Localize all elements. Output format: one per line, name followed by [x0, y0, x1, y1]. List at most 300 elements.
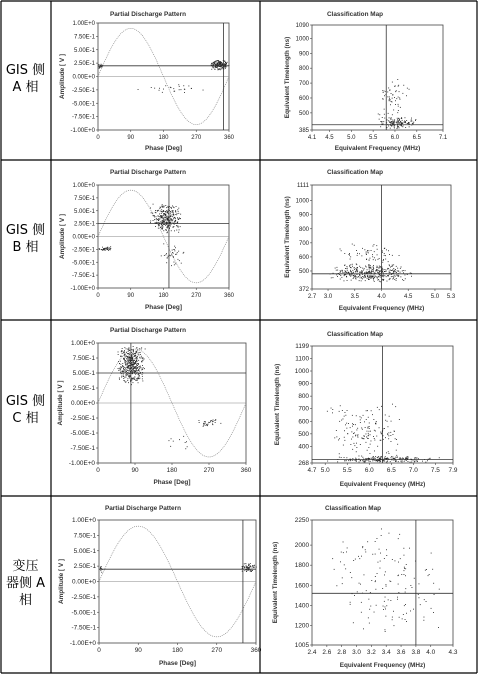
- scatter-point: [139, 366, 140, 367]
- scatter-point: [413, 123, 414, 124]
- scatter-point: [126, 375, 127, 376]
- scatter-point: [351, 274, 352, 275]
- scatter-point: [406, 458, 407, 459]
- scatter-point: [394, 625, 395, 626]
- scatter-point: [163, 210, 164, 211]
- scatter-point: [150, 222, 151, 223]
- scatter-point: [366, 434, 367, 435]
- scatter-point: [380, 553, 381, 554]
- scatter-point: [398, 538, 399, 539]
- scatter-point: [128, 358, 129, 359]
- scatter-point: [136, 358, 137, 359]
- scatter-point: [407, 123, 408, 124]
- scatter-point: [144, 359, 145, 360]
- scatter-point: [174, 230, 175, 231]
- scatter-point: [352, 458, 353, 459]
- scatter-point: [400, 124, 401, 125]
- scatter-point: [121, 351, 122, 352]
- scatter-point: [392, 269, 393, 270]
- scatter-point: [155, 226, 156, 227]
- y-tick-label: -7.50E-1: [71, 114, 95, 121]
- scatter-point: [372, 457, 373, 458]
- scatter-point: [384, 118, 385, 119]
- scatter-point: [133, 368, 134, 369]
- scatter-point: [353, 424, 354, 425]
- scatter-point: [134, 377, 135, 378]
- scatter-point: [373, 269, 374, 270]
- scatter-point: [101, 568, 102, 569]
- scatter-point: [371, 250, 372, 251]
- scatter-point: [217, 63, 218, 64]
- scatter-point: [159, 208, 160, 209]
- scatter-point: [121, 371, 122, 372]
- scatter-point: [397, 270, 398, 271]
- scatter-point: [414, 458, 415, 459]
- scatter-point: [378, 276, 379, 277]
- scatter-point: [405, 127, 406, 128]
- chart-title: Partial Discharge Pattern: [104, 505, 182, 512]
- scatter-point: [122, 365, 123, 366]
- scatter-point: [142, 376, 143, 377]
- scatter-point: [133, 346, 134, 347]
- scatter-point: [345, 268, 346, 269]
- scatter-point: [127, 366, 128, 367]
- scatter-point: [152, 213, 153, 214]
- scatter-point: [246, 565, 247, 566]
- scatter-point: [184, 89, 185, 90]
- scatter-point: [405, 575, 406, 576]
- scatter-point: [163, 243, 164, 244]
- scatter-point: [402, 458, 403, 459]
- scatter-point: [133, 351, 134, 352]
- scatter-point: [393, 123, 394, 124]
- scatter-point: [405, 275, 406, 276]
- scatter-point: [167, 212, 168, 213]
- scatter-point: [212, 424, 213, 425]
- x-tick-label: 2.6: [322, 649, 332, 656]
- scatter-point: [388, 113, 389, 114]
- scatter-point: [350, 271, 351, 272]
- x-tick-label: 3.0: [323, 294, 333, 300]
- scatter-point: [398, 271, 399, 272]
- scatter-point: [361, 271, 362, 272]
- scatter-point: [122, 353, 123, 354]
- scatter-point: [165, 225, 166, 226]
- scatter-point: [382, 276, 383, 277]
- scatter-point: [394, 271, 395, 272]
- scatter-point: [173, 227, 174, 228]
- scatter-point: [390, 128, 391, 129]
- scatter-point: [394, 270, 395, 271]
- scatter-point: [162, 92, 163, 93]
- scatter-point: [431, 553, 432, 554]
- scatter-point: [361, 270, 362, 271]
- scatter-point: [339, 411, 340, 412]
- scatter-point: [368, 272, 369, 273]
- scatter-point: [137, 358, 138, 359]
- y-tick-label: 1.00E+0: [72, 517, 96, 524]
- scatter-point: [129, 363, 130, 364]
- scatter-point: [387, 92, 388, 93]
- scatter-point: [162, 228, 163, 229]
- scatter-point: [163, 219, 164, 220]
- row-label-line: 变压: [12, 559, 39, 574]
- scatter-point: [346, 460, 347, 461]
- scatter-point: [178, 84, 179, 85]
- scatter-point: [136, 363, 137, 364]
- scatter-point: [369, 623, 370, 624]
- scatter-point: [415, 119, 416, 120]
- y-tick-label: 700: [298, 405, 309, 413]
- scatter-point: [382, 121, 383, 122]
- scatter-point: [373, 271, 374, 272]
- x-axis-label: Phase [Deg]: [153, 479, 191, 486]
- scatter-point: [165, 85, 166, 86]
- scatter-point: [384, 428, 385, 429]
- scatter-point: [385, 609, 386, 610]
- scatter-point: [392, 121, 393, 122]
- scatter-point: [126, 381, 127, 382]
- scatter-point: [136, 369, 137, 370]
- scatter-point: [170, 212, 171, 213]
- scatter-point: [350, 276, 351, 277]
- scatter-point: [383, 260, 384, 261]
- scatter-point: [361, 612, 362, 613]
- scatter-point: [178, 213, 179, 214]
- scatter-point: [384, 461, 385, 462]
- scatter-point: [358, 556, 359, 557]
- scatter-point: [392, 404, 393, 405]
- scatter-point: [139, 368, 140, 369]
- y-tick-label: -5.00E-1: [71, 609, 96, 617]
- scatter-point: [409, 89, 410, 90]
- scatter-point: [370, 444, 371, 445]
- scatter-point: [246, 571, 247, 572]
- scatter-point: [133, 382, 134, 383]
- scatter-point: [171, 215, 172, 216]
- scatter-point: [127, 378, 128, 379]
- scatter-point: [158, 218, 159, 219]
- scatter-point: [346, 552, 347, 553]
- scatter-point: [160, 221, 161, 222]
- scatter-point: [108, 250, 109, 251]
- scatter-point: [355, 424, 356, 425]
- scatter-point: [174, 91, 175, 92]
- scatter-point: [164, 214, 165, 215]
- scatter-point: [248, 564, 249, 565]
- scatter-point: [362, 547, 363, 548]
- scatter-point: [368, 433, 369, 434]
- x-tick-label: 90: [131, 467, 139, 474]
- scatter-point: [354, 275, 355, 276]
- scatter-point: [127, 353, 128, 354]
- scatter-point: [168, 226, 169, 227]
- x-tick-label: 3.4: [381, 649, 391, 656]
- scatter-point: [364, 462, 365, 463]
- classification-map-gis-a: [265, 3, 473, 157]
- scatter-point: [391, 101, 392, 102]
- scatter-point: [373, 265, 374, 266]
- scatter-point: [105, 250, 106, 251]
- scatter-point: [160, 211, 161, 212]
- scatter-point: [119, 378, 120, 379]
- row-label-line: A 相: [12, 80, 39, 95]
- scatter-point: [371, 410, 372, 411]
- scatter-point: [172, 250, 173, 251]
- y-tick-label: -7.50E-1: [71, 273, 95, 280]
- scatter-point: [250, 563, 251, 564]
- scatter-point: [379, 427, 380, 428]
- scatter-point: [173, 257, 174, 258]
- scatter-point: [391, 117, 392, 118]
- scatter-point: [405, 458, 406, 459]
- scatter-point: [226, 63, 227, 64]
- x-tick-label: 180: [158, 135, 169, 141]
- scatter-point: [355, 271, 356, 272]
- scatter-point: [125, 362, 126, 363]
- scatter-point: [136, 351, 137, 352]
- y-tick-label: 500: [298, 430, 309, 438]
- scatter-point: [401, 123, 402, 124]
- scatter-point: [377, 249, 378, 250]
- scatter-point: [382, 252, 383, 253]
- scatter-point: [154, 215, 155, 216]
- scatter-point: [170, 255, 171, 256]
- scatter-point: [179, 229, 180, 230]
- scatter-point: [399, 617, 400, 618]
- scatter-point: [360, 276, 361, 277]
- scatter-point: [160, 207, 161, 208]
- scatter-point: [367, 541, 368, 542]
- scatter-point: [389, 279, 390, 280]
- scatter-point: [397, 79, 398, 80]
- scatter-point: [250, 571, 251, 572]
- plot-area: [312, 25, 443, 130]
- scatter-point: [339, 421, 340, 422]
- scatter-point: [337, 461, 338, 462]
- scatter-point: [139, 357, 140, 358]
- scatter-point: [388, 426, 389, 427]
- scatter-point: [366, 273, 367, 274]
- scatter-point: [178, 208, 179, 209]
- scatter-point: [110, 246, 111, 247]
- scatter-point: [141, 368, 142, 369]
- scatter-point: [384, 95, 385, 96]
- scatter-point: [365, 552, 366, 553]
- scatter-point: [356, 269, 357, 270]
- scatter-point: [389, 99, 390, 100]
- scatter-point: [132, 358, 133, 359]
- scatter-point: [207, 425, 208, 426]
- scatter-point: [383, 276, 384, 277]
- scatter-point: [164, 222, 165, 223]
- scatter-point: [168, 219, 169, 220]
- scatter-point: [106, 248, 107, 249]
- scatter-point: [392, 114, 393, 115]
- scatter-point: [357, 591, 358, 592]
- scatter-point: [138, 377, 139, 378]
- scatter-point: [350, 427, 351, 428]
- scatter-point: [125, 375, 126, 376]
- scatter-point: [393, 611, 394, 612]
- scatter-point: [340, 275, 341, 276]
- scatter-point: [380, 568, 381, 569]
- row-label-line: 相: [18, 593, 32, 608]
- scatter-point: [371, 272, 372, 273]
- scatter-point: [370, 276, 371, 277]
- scatter-point: [362, 457, 363, 458]
- scatter-point: [180, 218, 181, 219]
- scatter-point: [254, 565, 255, 566]
- x-tick-label: 90: [127, 135, 135, 141]
- scatter-point: [355, 458, 356, 459]
- scatter-point: [183, 253, 184, 254]
- scatter-point: [173, 214, 174, 215]
- x-tick-label: 5.0: [430, 294, 440, 300]
- scatter-point: [172, 220, 173, 221]
- scatter-point: [402, 462, 403, 463]
- scatter-point: [425, 570, 426, 571]
- scatter-point: [163, 89, 164, 90]
- scatter-point: [133, 354, 134, 355]
- scatter-point: [350, 267, 351, 268]
- scatter-point: [390, 270, 391, 271]
- scatter-point: [142, 357, 143, 358]
- scatter-point: [215, 67, 216, 68]
- scatter-point: [396, 455, 397, 456]
- scatter-point: [360, 272, 361, 273]
- x-tick-label: 2.4: [307, 649, 317, 656]
- scatter-point: [380, 461, 381, 462]
- scatter-point: [379, 266, 380, 267]
- scatter-point: [405, 568, 406, 569]
- scatter-point: [392, 279, 393, 280]
- scatter-point: [393, 272, 394, 273]
- scatter-point: [215, 64, 216, 65]
- scatter-point: [161, 255, 162, 256]
- scatter-point: [141, 347, 142, 348]
- scatter-point: [392, 559, 393, 560]
- y-tick-label: 7.50E-1: [73, 34, 95, 41]
- scatter-point: [137, 350, 138, 351]
- scatter-point: [369, 431, 370, 432]
- scatter-point: [350, 264, 351, 265]
- scatter-point: [101, 572, 102, 573]
- scatter-point: [167, 219, 168, 220]
- scatter-point: [395, 460, 396, 461]
- scatter-point: [386, 458, 387, 459]
- scatter-point: [121, 356, 122, 357]
- scatter-point: [404, 574, 405, 575]
- scatter-point: [178, 227, 179, 228]
- scatter-point: [363, 628, 364, 629]
- scatter-point: [361, 438, 362, 439]
- scatter-point: [172, 210, 173, 211]
- scatter-point: [225, 66, 226, 67]
- scatter-point: [130, 365, 131, 366]
- scatter-point: [153, 204, 154, 205]
- scatter-point: [389, 265, 390, 266]
- scatter-point: [369, 264, 370, 265]
- scatter-point: [372, 414, 373, 415]
- scatter-point: [392, 102, 393, 103]
- y-tick-label: 268: [298, 460, 309, 467]
- scatter-point: [375, 260, 376, 261]
- y-axis-label: Equivalent Timelength (ns): [274, 363, 281, 446]
- scatter-point: [215, 62, 216, 63]
- scatter-point: [163, 218, 164, 219]
- scatter-point: [358, 437, 359, 438]
- scatter-point: [381, 406, 382, 407]
- pd-pattern-chart-gis-c: [53, 323, 257, 493]
- y-tick-label: 500: [298, 268, 309, 275]
- x-tick-label: 5.3: [446, 294, 456, 300]
- scatter-point: [407, 458, 408, 459]
- x-tick-label: 2.7: [307, 294, 317, 300]
- scatter-point: [249, 566, 250, 567]
- scatter-point: [212, 421, 213, 422]
- scatter-point: [379, 549, 380, 550]
- scatter-point: [364, 277, 365, 278]
- y-tick-label: 500: [298, 110, 309, 117]
- scatter-point: [374, 281, 375, 282]
- scatter-point: [362, 271, 363, 272]
- scatter-point: [377, 272, 378, 273]
- scatter-point: [340, 279, 341, 280]
- x-tick-label: 360: [223, 135, 235, 141]
- scatter-point: [101, 249, 102, 250]
- x-tick-label: 4.5: [404, 294, 413, 300]
- scatter-point: [141, 349, 142, 350]
- chart-title: Classification Map: [326, 11, 384, 18]
- scatter-point: [390, 432, 391, 433]
- scatter-point: [407, 274, 408, 275]
- scatter-point: [174, 262, 175, 263]
- scatter-point: [170, 217, 171, 218]
- scatter-point: [361, 417, 362, 418]
- scatter-point: [406, 564, 407, 565]
- scatter-point: [249, 570, 250, 571]
- scatter-point: [411, 462, 412, 463]
- scatter-point: [374, 275, 375, 276]
- scatter-point: [161, 213, 162, 214]
- scatter-point: [369, 423, 370, 424]
- scatter-point: [171, 207, 172, 208]
- scatter-point: [361, 428, 362, 429]
- row-label-line: GIS 侧: [5, 394, 46, 409]
- x-tick-label: 360: [240, 467, 252, 474]
- y-tick-label: -5.00E-1: [71, 101, 95, 108]
- scatter-point: [251, 571, 252, 572]
- scatter-point: [390, 104, 391, 105]
- y-tick-label: 1000: [294, 368, 309, 376]
- scatter-point: [372, 254, 373, 255]
- x-tick-label: 3.8: [411, 649, 421, 656]
- scatter-point: [422, 461, 423, 462]
- scatter-point: [402, 279, 403, 280]
- scatter-point: [153, 220, 154, 221]
- scatter-point: [179, 218, 180, 219]
- scatter-point: [387, 281, 388, 282]
- scatter-point: [361, 456, 362, 457]
- scatter-point: [118, 368, 119, 369]
- scatter-point: [392, 265, 393, 266]
- scatter-point: [132, 368, 133, 369]
- scatter-point: [137, 380, 138, 381]
- scatter-point: [389, 97, 390, 98]
- scatter-point: [161, 209, 162, 210]
- scatter-point: [348, 423, 349, 424]
